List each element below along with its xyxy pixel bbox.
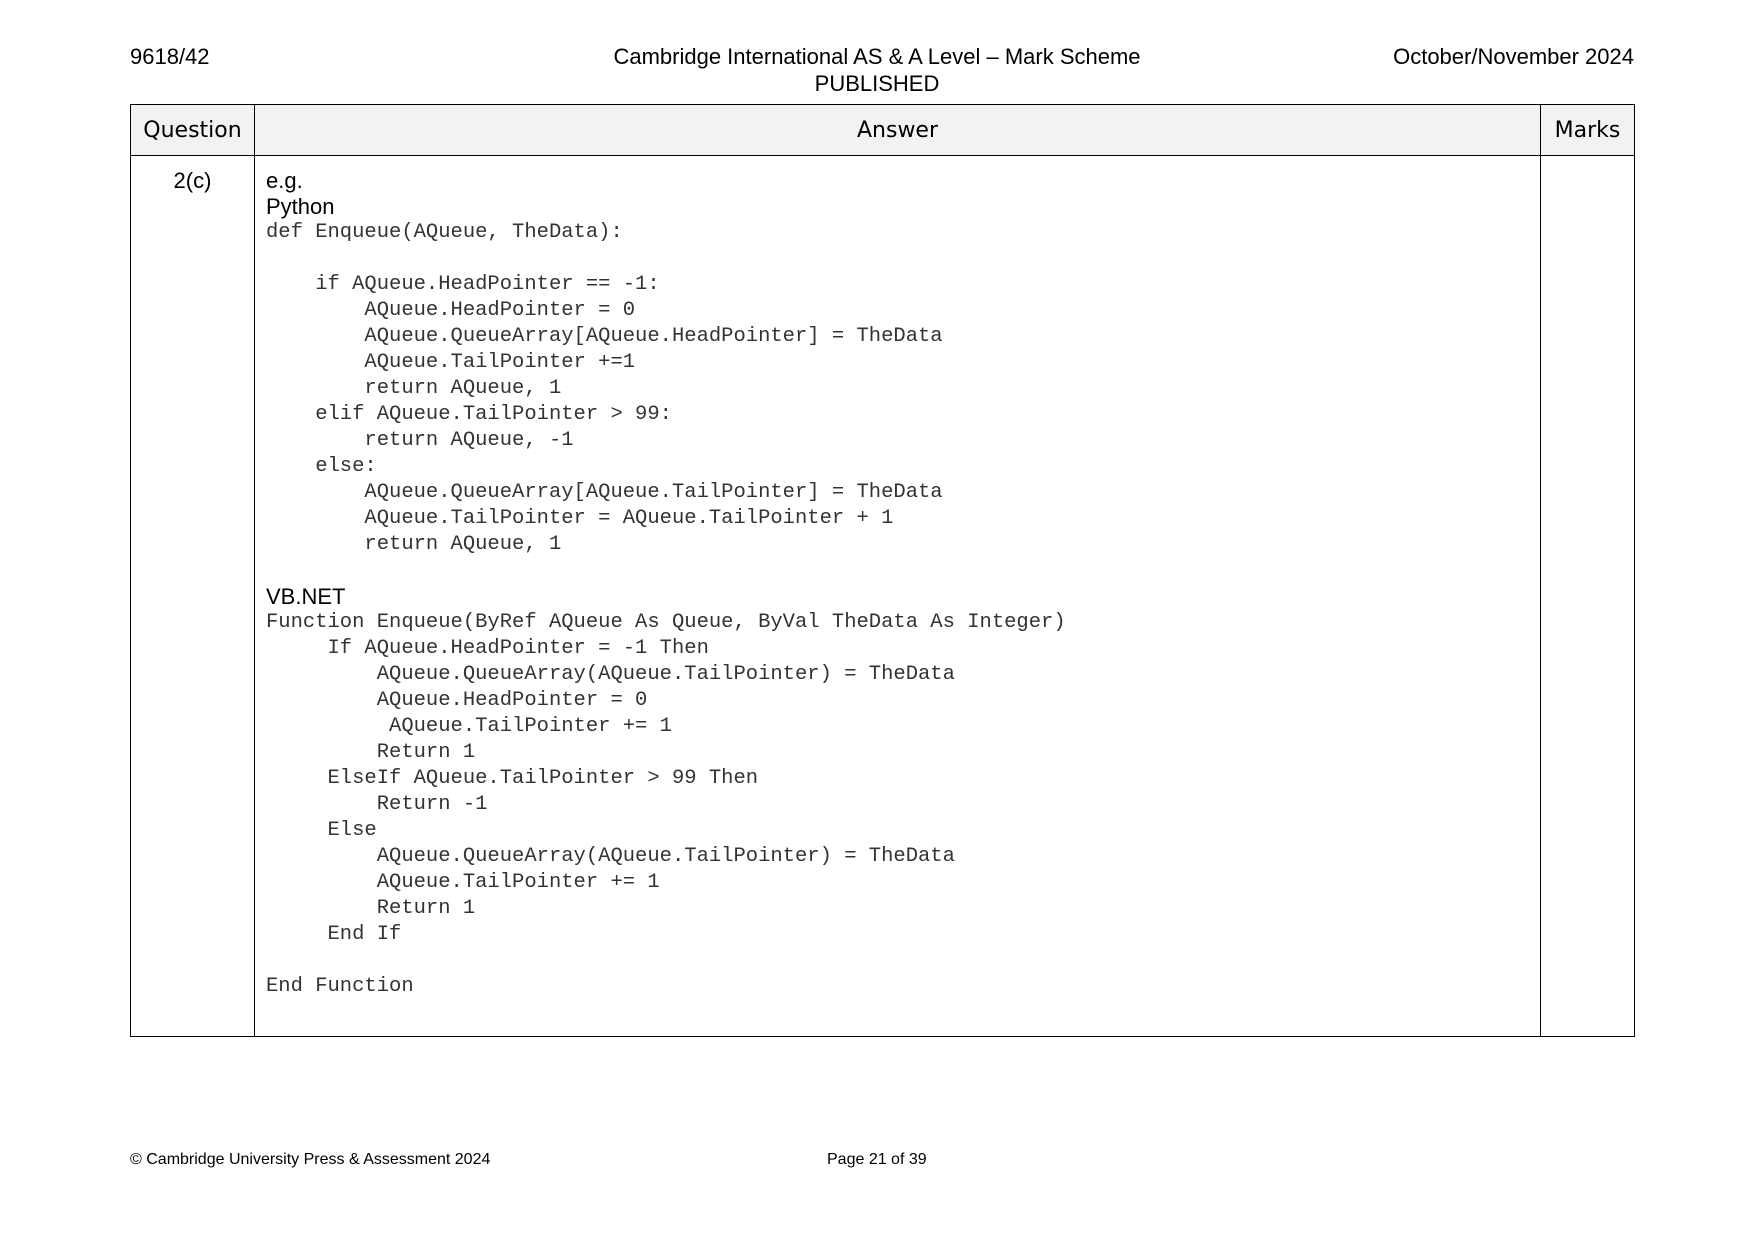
marks-cell — [1541, 156, 1635, 1037]
python-code-line: AQueue.HeadPointer = 0 — [266, 299, 636, 322]
python-code-line: return AQueue, 1 — [266, 533, 562, 556]
answer-cell — [255, 156, 1541, 1037]
table-header-row — [131, 105, 1635, 156]
python-code-line: elif AQueue.TailPointer > 99: — [266, 403, 672, 426]
answer-intro: e.g. — [266, 168, 303, 193]
vbnet-code-line: ElseIf AQueue.TailPointer > 99 Then — [266, 767, 759, 790]
answer-column-header: Answer — [255, 105, 1541, 156]
question-number: 2(c) — [131, 156, 255, 1037]
copyright-notice: © Cambridge University Press & Assessment 2024 — [130, 1151, 491, 1168]
spacer — [266, 558, 1528, 584]
vbnet-code-block — [266, 610, 1528, 1000]
vbnet-code-line: Else — [266, 819, 377, 842]
vbnet-heading: VB.NET — [266, 584, 346, 609]
table-row — [131, 156, 1635, 1037]
python-code-line — [266, 246, 1528, 272]
vbnet-code-line: End Function — [266, 975, 414, 998]
vbnet-code-line: Return -1 — [266, 793, 488, 816]
vbnet-code-line: If AQueue.HeadPointer = -1 Then — [266, 637, 709, 660]
document-title: Cambridge International AS & A Level – Mark Scheme — [613, 44, 1141, 69]
python-heading: Python — [266, 194, 335, 219]
python-code-line: AQueue.TailPointer +=1 — [266, 351, 636, 374]
python-code-line: if AQueue.HeadPointer == -1: — [266, 273, 660, 296]
python-code-line: else: — [266, 455, 377, 478]
document-status: PUBLISHED — [814, 71, 940, 96]
python-code-line: AQueue.TailPointer = AQueue.TailPointer + 1 — [266, 507, 894, 530]
question-column-header: Question — [131, 105, 255, 156]
vbnet-code-line: End If — [266, 923, 402, 946]
vbnet-code-line: AQueue.QueueArray(AQueue.TailPointer) = TheData — [266, 845, 955, 868]
python-code-line: return AQueue, -1 — [266, 429, 574, 452]
vbnet-code-line: AQueue.HeadPointer = 0 — [266, 689, 648, 712]
mark-scheme-table — [130, 104, 1635, 1037]
paper-code: 9618/42 — [130, 44, 210, 69]
python-code-line: AQueue.QueueArray[AQueue.HeadPointer] = TheData — [266, 325, 943, 348]
python-code-line: def Enqueue(AQueue, TheData): — [266, 221, 623, 244]
vbnet-code-line: AQueue.TailPointer += 1 — [266, 715, 672, 738]
vbnet-code-line — [266, 948, 1528, 974]
vbnet-code-line: Return 1 — [266, 741, 476, 764]
python-code-block — [266, 220, 1528, 558]
vbnet-code-line: AQueue.TailPointer += 1 — [266, 871, 660, 894]
python-code-line: AQueue.QueueArray[AQueue.TailPointer] = TheData — [266, 481, 943, 504]
vbnet-code-line: AQueue.QueueArray(AQueue.TailPointer) = TheData — [266, 663, 955, 686]
vbnet-code-line: Return 1 — [266, 897, 476, 920]
marks-column-header: Marks — [1541, 105, 1635, 156]
vbnet-code-line: Function Enqueue(ByRef AQueue As Queue, ByVal TheData As Integer) — [266, 611, 1066, 634]
python-code-line: return AQueue, 1 — [266, 377, 562, 400]
exam-session: October/November 2024 — [1393, 44, 1634, 69]
page-number: Page 21 of 39 — [827, 1151, 927, 1168]
